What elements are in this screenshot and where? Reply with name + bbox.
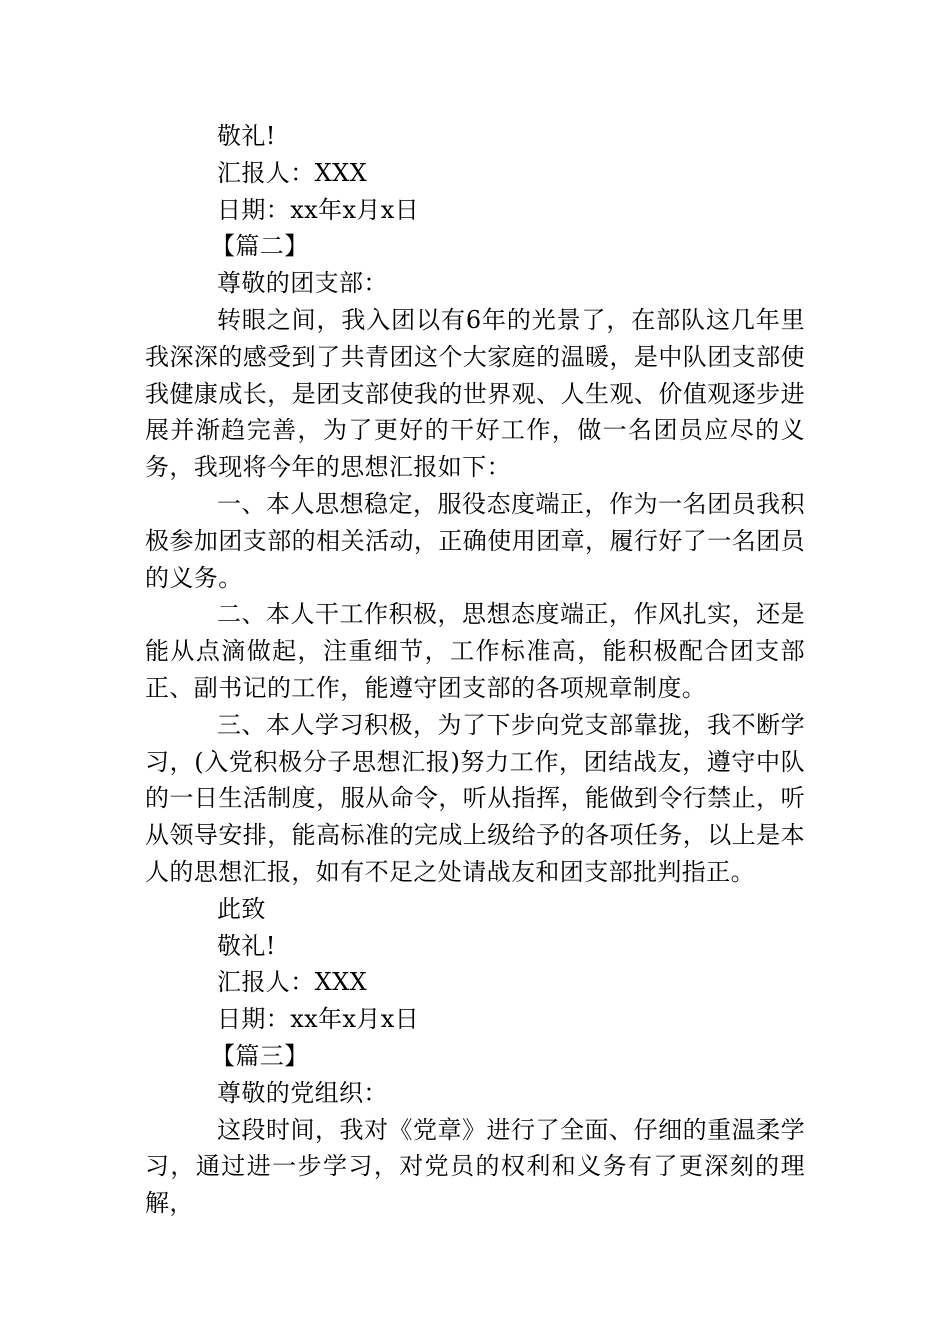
reporter-line: 汇报人：XXX [217, 158, 368, 187]
section-heading-part2: 【篇二】 [211, 232, 309, 261]
paragraph: 二、本人干工作积极，思想态度端正，作风扎实，还是能从点滴做起，注重细节，工作标准高，能积极配合团支部正、副书记的工作，能遵守团支部的各项规章制度。 [145, 600, 805, 702]
paragraph: 一、本人思想稳定，服役态度端正，作为一名团员我积极参加团支部的相关活动，正确使用团章，履行好了一名团员的义务。 [145, 489, 805, 592]
salute-line: 敬礼! [217, 122, 276, 150]
date-line: 日期：xx年x月x日 [217, 195, 420, 224]
closing-to-line: 此致 [217, 894, 266, 923]
document-body [145, 118, 805, 1222]
paragraph: 三、本人学习积极，为了下步向党支部靠拢，我不断学习，(入党积极分子思想汇报)努力工作，团结战友，遵守中队的一日生活制度，服从命令，听从指挥，能做到令行禁止，听从领导安排，能高标准的完成上级给予的各项任务，以上是本人的思想汇报，如有不足之处请战友和团支部批判指正。 [145, 710, 805, 886]
date-line: 日期：xx年x月x日 [217, 1005, 420, 1034]
greeting-line: 尊敬的团支部： [217, 269, 388, 298]
paragraph: 这段时间，我对《党章》进行了全面、仔细的重温柔学习，通过进一步学习，对党员的权利和义务有了更深刻的理解， [145, 1115, 805, 1218]
section-heading-part3: 【篇三】 [211, 1041, 309, 1070]
reporter-line: 汇报人：XXX [217, 968, 368, 997]
paragraph: 转眼之间，我入团以有6年的光景了，在部队这几年里我深深的感受到了共青团这个大家庭的温暖，是中队团支部使我健康成长，是团支部使我的世界观、人生观、价值观逐步进展并渐趋完善，为了更好的干好工作，做一名团员应尽的义务，我现将今年的思想汇报如下： [145, 305, 805, 482]
salute-line: 敬礼! [217, 931, 276, 960]
greeting-line: 尊敬的党组织： [217, 1078, 388, 1107]
